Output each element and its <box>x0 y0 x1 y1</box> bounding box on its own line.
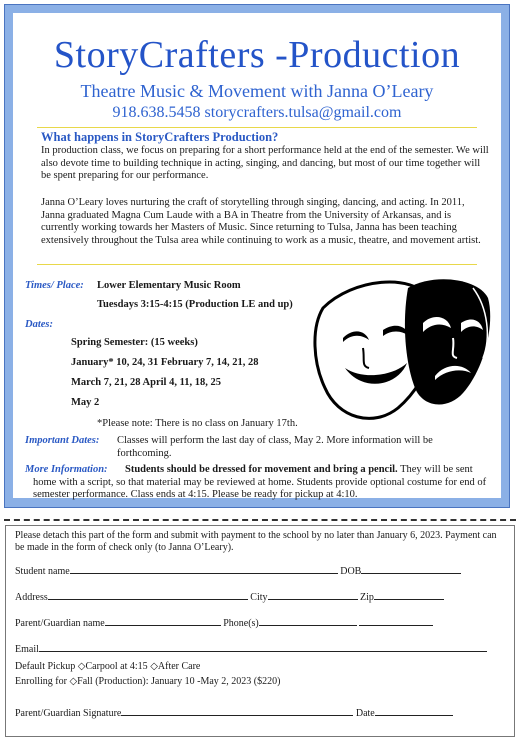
dates-line2: March 7, 21, 28 April 4, 11, 18, 25 <box>71 377 222 388</box>
semester: Spring Semester: (15 weeks) <box>71 337 198 348</box>
subtitle: Theatre Music & Movement with Janna O’Leary <box>80 81 434 101</box>
zip-field[interactable] <box>374 590 444 600</box>
paragraph-production: In production class, we focus on preparing for a short performance held at the end of the semester. We will also devote time to building technique in acting, singing, and dancing, but most of our time together will be spent preparing for our performance. <box>41 145 489 182</box>
divider <box>37 127 477 128</box>
important-text: Classes will perform the last day of class, May 2. More information will be forthcoming. <box>117 435 433 459</box>
pickup-option-carpool: Carpool at 4:15 <box>85 661 148 672</box>
times-place: Lower Elementary Music Room <box>97 280 241 291</box>
pickup-option-aftercare: After Care <box>157 661 201 672</box>
phone-field-2[interactable] <box>359 616 433 626</box>
city-field[interactable] <box>268 590 358 600</box>
zip-label: Zip <box>360 592 374 603</box>
address-field[interactable] <box>48 590 248 600</box>
diamond-checkbox-icon[interactable]: ◇ <box>69 676 78 687</box>
pickup-row <box>15 661 200 672</box>
signature-field[interactable] <box>121 706 353 716</box>
title-part2: -Production <box>275 34 461 76</box>
dob-label: DOB <box>340 566 362 577</box>
parent-name-field[interactable] <box>105 616 221 626</box>
divider <box>37 264 477 265</box>
pickup-label: Default Pickup <box>15 661 76 672</box>
phone-label: Phone(s) <box>223 618 259 629</box>
more-info-text <box>33 464 489 502</box>
form-instructions: Please detach this part of the form and submit with payment to the school by no later than January 6, 2023. Payment can be made in the form of check only (to Janna O’Leary). <box>15 530 497 553</box>
diamond-checkbox-icon[interactable]: ◇ <box>77 661 86 672</box>
dates-label: Dates: <box>25 319 53 330</box>
more-info-label: More Information: <box>25 464 108 475</box>
email-row <box>15 642 487 655</box>
address-row <box>15 590 444 603</box>
student-name-label: Student name <box>15 566 70 577</box>
student-name-row <box>15 564 461 577</box>
address-label: Address <box>15 592 48 603</box>
more-info-rest: They will be sent home with a script, so that material may be reviewed at home. Students provide optional costume for end of semester performance. Class ends at 4:15. Please be ready for pickup at 4:10. <box>33 464 487 501</box>
section-heading: What happens in StoryCrafters Production? <box>41 130 279 144</box>
theatre-masks-icon <box>303 268 493 433</box>
parent-name-label: Parent/Guardian name <box>15 618 105 629</box>
dates-line1: January* 10, 24, 31 February 7, 14, 21, 28 <box>71 357 259 368</box>
times-label: Times/ Place: <box>25 280 84 291</box>
more-info-bold: Students should be dressed for movement and bring a pencil. <box>125 464 398 475</box>
student-name-field[interactable] <box>70 564 338 574</box>
signature-row <box>15 706 453 719</box>
enroll-option: Fall (Production): January 10 -May 2, 2023 ($220) <box>77 676 281 687</box>
date-field[interactable] <box>375 706 453 716</box>
paragraph-bio: Janna O’Leary loves nurturing the craft of storytelling through singing, dancing, and acting. In 2011, Janna graduated Magna Cum Laude with a BA in Theatre from the University of Arkansas, and is currently working towards her Masters of Music. Since returning to Tulsa, Janna has been teaching extensively throughout the Tulsa area while continuing to work as a music, theatre, and movement artist. <box>41 197 481 246</box>
diamond-checkbox-icon[interactable]: ◇ <box>150 661 158 672</box>
city-label: City <box>250 592 268 603</box>
detach-line <box>4 519 516 521</box>
dates-line3: May 2 <box>71 397 100 408</box>
page-title <box>13 35 501 75</box>
registration-form <box>5 525 515 737</box>
title-part1: StoryCrafters <box>53 34 266 76</box>
email-label: Email <box>15 644 39 655</box>
parent-row <box>15 616 433 629</box>
date-label: Date <box>355 708 375 719</box>
contact-info: 918.638.5458 storycrafters.tulsa@gmail.com <box>112 104 402 121</box>
dob-field[interactable] <box>361 564 461 574</box>
signature-label: Parent/Guardian Signature <box>15 708 122 719</box>
enroll-label: Enrolling for <box>15 676 67 687</box>
email-field[interactable] <box>39 642 487 652</box>
flyer-content <box>13 13 501 501</box>
flyer-border <box>4 4 510 508</box>
important-label: Important Dates: <box>25 435 100 446</box>
dates-note: *Please note: There is no class on January 17th. <box>97 418 298 429</box>
phone-field-1[interactable] <box>259 616 357 626</box>
times-when: Tuesdays 3:15-4:15 (Production LE and up) <box>97 299 293 310</box>
enroll-row <box>15 676 280 687</box>
